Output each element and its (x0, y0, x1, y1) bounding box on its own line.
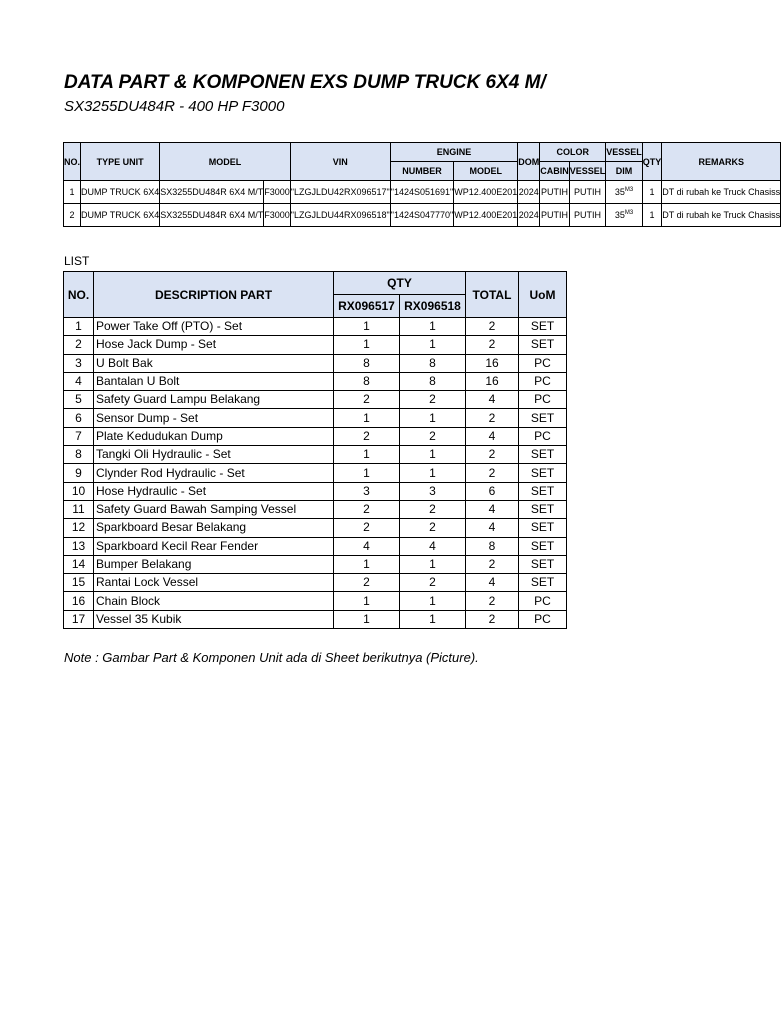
part-qty-b: 2 (400, 574, 466, 592)
part-qty-b: 4 (400, 537, 466, 555)
unit-vessel-color: PUTIH (569, 181, 606, 204)
part-description: Chain Block (94, 592, 334, 610)
part-description: U Bolt Bak (94, 354, 334, 372)
part-qty-b: 2 (400, 427, 466, 445)
unit-header-vessel-dim-bottom: DIM (606, 162, 643, 181)
document-title: DATA PART & KOMPONEN EXS DUMP TRUCK 6X4 M/ (64, 72, 546, 93)
unit-header-vin: VIN (290, 143, 390, 181)
footnote: Note : Gambar Part & Komponen Unit ada di Sheet berikutnya (Picture). (64, 650, 479, 665)
part-uom: SET (519, 446, 567, 464)
part-qty-a: 1 (334, 610, 400, 628)
unit-qty: 1 (642, 181, 662, 204)
part-uom: SET (519, 519, 567, 537)
unit-vessel-dim-value: 35 (614, 187, 625, 197)
unit-header-engine-number: NUMBER (390, 162, 453, 181)
part-qty-a: 1 (334, 592, 400, 610)
part-no: 11 (64, 500, 94, 518)
part-no: 7 (64, 427, 94, 445)
parts-row (64, 318, 567, 336)
unit-header-color: COLOR (540, 143, 606, 162)
part-qty-a: 1 (334, 446, 400, 464)
part-description: Safety Guard Lampu Belakang (94, 391, 334, 409)
unit-header-engine-model: MODEL (454, 162, 518, 181)
unit-type: DUMP TRUCK 6X4 (81, 181, 160, 204)
part-description: Sparkboard Besar Belakang (94, 519, 334, 537)
document-subtitle: SX3255DU484R - 400 HP F3000 (64, 98, 285, 115)
part-total: 16 (466, 354, 519, 372)
unit-table-body (64, 181, 781, 227)
parts-row (64, 482, 567, 500)
unit-vessel-dim-value: 35 (614, 210, 625, 220)
part-total: 2 (466, 409, 519, 427)
part-uom: SET (519, 318, 567, 336)
part-total: 4 (466, 500, 519, 518)
part-qty-b: 1 (400, 409, 466, 427)
list-label: LIST (64, 254, 90, 268)
part-uom: SET (519, 464, 567, 482)
unit-header-vessel: VESSEL (569, 162, 606, 181)
parts-row (64, 537, 567, 555)
part-uom: SET (519, 574, 567, 592)
unit-vessel-color: PUTIH (569, 204, 606, 227)
part-description: Sparkboard Kecil Rear Fender (94, 537, 334, 555)
part-no: 3 (64, 354, 94, 372)
unit-vin: "LZGJLDU44RX096518" (290, 204, 390, 227)
part-qty-a: 2 (334, 500, 400, 518)
part-description: Hose Hydraulic - Set (94, 482, 334, 500)
part-uom: SET (519, 500, 567, 518)
parts-table (63, 271, 567, 629)
unit-engine-model: WP12.400E201 (454, 204, 518, 227)
unit-cabin-color: PUTIH (540, 181, 570, 204)
unit-header-cabin: CABIN (540, 162, 570, 181)
part-total: 2 (466, 336, 519, 354)
parts-header-no: NO. (64, 272, 94, 318)
part-total: 4 (466, 519, 519, 537)
part-no: 4 (64, 372, 94, 390)
part-uom: PC (519, 610, 567, 628)
part-total: 2 (466, 446, 519, 464)
unit-header-engine: ENGINE (390, 143, 518, 162)
part-description: Bumper Belakang (94, 555, 334, 573)
unit-row (64, 181, 781, 204)
unit-dom: 2024 (518, 181, 540, 204)
unit-model-series: F3000 (264, 204, 291, 227)
part-qty-b: 1 (400, 610, 466, 628)
parts-row (64, 500, 567, 518)
part-no: 17 (64, 610, 94, 628)
part-description: Plate Kedudukan Dump (94, 427, 334, 445)
part-description: Bantalan U Bolt (94, 372, 334, 390)
parts-table-body (64, 318, 567, 629)
part-uom: SET (519, 555, 567, 573)
part-no: 13 (64, 537, 94, 555)
parts-header-unit-b: RX096518 (400, 295, 466, 318)
unit-row (64, 204, 781, 227)
part-no: 2 (64, 336, 94, 354)
unit-no: 2 (64, 204, 81, 227)
part-total: 2 (466, 318, 519, 336)
unit-no: 1 (64, 181, 81, 204)
part-description: Sensor Dump - Set (94, 409, 334, 427)
part-description: Rantai Lock Vessel (94, 574, 334, 592)
parts-row (64, 464, 567, 482)
part-qty-a: 2 (334, 427, 400, 445)
part-description: Vessel 35 Kubik (94, 610, 334, 628)
part-qty-b: 1 (400, 336, 466, 354)
parts-header-uom: UoM (519, 272, 567, 318)
part-total: 2 (466, 464, 519, 482)
part-description: Power Take Off (PTO) - Set (94, 318, 334, 336)
parts-row (64, 574, 567, 592)
unit-engine-number: "1424S051691" (390, 181, 453, 204)
part-qty-b: 1 (400, 464, 466, 482)
unit-type: DUMP TRUCK 6X4 (81, 204, 160, 227)
part-qty-b: 1 (400, 592, 466, 610)
unit-header-no: NO. (64, 143, 81, 181)
unit-remarks: DT di rubah ke Truck Chasiss (662, 181, 781, 204)
unit-header-vessel-dim-top: VESSEL (606, 143, 643, 162)
unit-qty: 1 (642, 204, 662, 227)
part-total: 2 (466, 610, 519, 628)
part-no: 6 (64, 409, 94, 427)
unit-header-dom: DOM (518, 143, 540, 181)
part-uom: SET (519, 409, 567, 427)
part-total: 4 (466, 427, 519, 445)
parts-row (64, 409, 567, 427)
parts-row (64, 446, 567, 464)
unit-engine-model: WP12.400E201 (454, 181, 518, 204)
part-uom: SET (519, 482, 567, 500)
part-qty-a: 2 (334, 519, 400, 537)
parts-header-qty: QTY (334, 272, 466, 295)
parts-row (64, 336, 567, 354)
unit-vessel-dim-unit: M3 (624, 210, 634, 216)
part-qty-a: 1 (334, 555, 400, 573)
part-qty-b: 3 (400, 482, 466, 500)
unit-header-model: MODEL (160, 143, 291, 181)
part-total: 4 (466, 574, 519, 592)
unit-vessel-dim-unit: M3 (624, 187, 634, 193)
parts-row (64, 610, 567, 628)
part-total: 16 (466, 372, 519, 390)
part-qty-a: 2 (334, 391, 400, 409)
part-qty-b: 1 (400, 446, 466, 464)
part-uom: PC (519, 427, 567, 445)
unit-model-series: F3000 (264, 181, 291, 204)
parts-header-unit-a: RX096517 (334, 295, 400, 318)
part-qty-b: 2 (400, 500, 466, 518)
part-qty-a: 1 (334, 318, 400, 336)
parts-row (64, 555, 567, 573)
part-uom: PC (519, 391, 567, 409)
part-qty-b: 1 (400, 318, 466, 336)
part-qty-b: 8 (400, 372, 466, 390)
part-qty-a: 3 (334, 482, 400, 500)
part-total: 8 (466, 537, 519, 555)
part-description: Safety Guard Bawah Samping Vessel (94, 500, 334, 518)
part-total: 6 (466, 482, 519, 500)
part-no: 1 (64, 318, 94, 336)
part-uom: SET (519, 537, 567, 555)
part-qty-b: 2 (400, 391, 466, 409)
unit-table (63, 142, 781, 227)
part-no: 10 (64, 482, 94, 500)
unit-header-type-unit: TYPE UNIT (81, 143, 160, 181)
parts-row (64, 391, 567, 409)
part-total: 4 (466, 391, 519, 409)
part-uom: PC (519, 592, 567, 610)
parts-header-total: TOTAL (466, 272, 519, 318)
part-qty-a: 4 (334, 537, 400, 555)
part-description: Clynder Rod Hydraulic - Set (94, 464, 334, 482)
part-no: 9 (64, 464, 94, 482)
parts-row (64, 354, 567, 372)
part-qty-b: 8 (400, 354, 466, 372)
part-no: 5 (64, 391, 94, 409)
unit-cabin-color: PUTIH (540, 204, 570, 227)
part-description: Hose Jack Dump - Set (94, 336, 334, 354)
parts-row (64, 519, 567, 537)
unit-vin: "LZGJLDU42RX096517" (290, 181, 390, 204)
part-qty-a: 1 (334, 464, 400, 482)
parts-row (64, 427, 567, 445)
unit-dom: 2024 (518, 204, 540, 227)
part-total: 2 (466, 555, 519, 573)
unit-engine-number: "1424S047770" (390, 204, 453, 227)
part-qty-a: 8 (334, 372, 400, 390)
unit-vessel-dim (606, 181, 643, 204)
unit-header-qty: QTY (642, 143, 662, 181)
part-no: 16 (64, 592, 94, 610)
unit-remarks: DT di rubah ke Truck Chasiss (662, 204, 781, 227)
part-no: 12 (64, 519, 94, 537)
unit-vessel-dim (606, 204, 643, 227)
part-uom: PC (519, 372, 567, 390)
unit-model: SX3255DU484R 6X4 M/T (160, 204, 264, 227)
part-no: 14 (64, 555, 94, 573)
part-no: 15 (64, 574, 94, 592)
part-uom: PC (519, 354, 567, 372)
part-qty-b: 2 (400, 519, 466, 537)
parts-row (64, 372, 567, 390)
part-qty-a: 8 (334, 354, 400, 372)
unit-model: SX3255DU484R 6X4 M/T (160, 181, 264, 204)
part-uom: SET (519, 336, 567, 354)
part-total: 2 (466, 592, 519, 610)
part-description: Tangki Oli Hydraulic - Set (94, 446, 334, 464)
parts-header-description: DESCRIPTION PART (94, 272, 334, 318)
part-qty-a: 1 (334, 409, 400, 427)
part-qty-a: 1 (334, 336, 400, 354)
part-qty-b: 1 (400, 555, 466, 573)
unit-header-remarks: REMARKS (662, 143, 781, 181)
part-qty-a: 2 (334, 574, 400, 592)
parts-row (64, 592, 567, 610)
part-no: 8 (64, 446, 94, 464)
